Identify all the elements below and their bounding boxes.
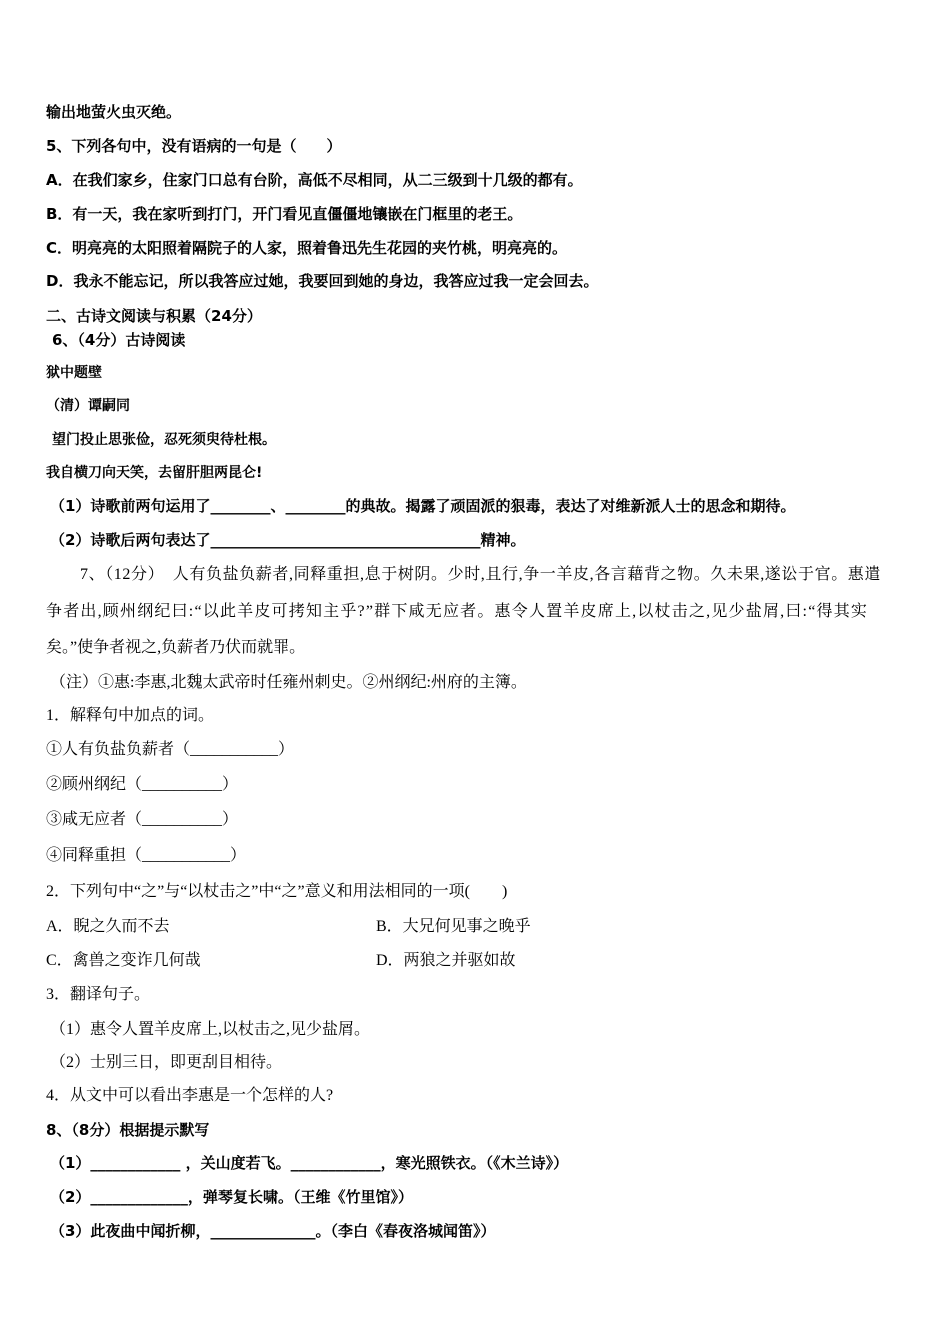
passage-line: 矣。”使争者视之,负薪者乃伏而就罪。: [46, 639, 306, 656]
option-a: A．在我们家乡，住家门口总有台阶，高低不尽相同，从二三级到十几级的都有。: [46, 171, 583, 189]
option-c: C．明亮亮的太阳照着隔院子的人家，照着鲁迅先生花园的夹竹桃，明亮亮的。: [46, 239, 568, 257]
blank-item: ④同释重担（___________）: [46, 847, 247, 864]
question-7-1: 1．解释句中加点的词。: [46, 707, 215, 724]
poem-line: 望门投止思张俭，忍死须臾待杜根。: [52, 432, 276, 448]
poem-line: 我自横刀向天笑，去留肝胆两昆仑!: [46, 465, 263, 481]
dictation-item: （3）此夜曲中闻折柳，______________。（李白《春夜洛城闻笛》）: [50, 1222, 496, 1240]
poem-author: （清）谭嗣同: [46, 398, 130, 414]
blank-item: ①人有负盐负薪者（___________）: [46, 741, 295, 758]
choice-d: D．两狼之并驱如故: [376, 952, 516, 969]
question-7-4: 4．从文中可以看出李惠是一个怎样的人?: [46, 1087, 334, 1104]
translate-item: （2）士别三日，即更刮目相待。: [50, 1054, 283, 1071]
passage-line: 7、（12分） 人有负盐负薪者,同释重担,息于树阴。少时,且行,争一羊皮,各言藉背之物。久未果,遂讼于官。惠遣: [80, 566, 882, 583]
question-8: 8、（8分）根据提示默写: [46, 1121, 210, 1139]
option-d: D．我永不能忘记，所以我答应过她，我要回到她的身边，我答应过我一定会回去。: [46, 272, 599, 290]
text-line: 输出地萤火虫灭绝。: [46, 103, 182, 121]
blank-item: ③咸无应者（__________）: [46, 811, 239, 828]
passage-note: （注）①惠:李惠,北魏太武帝时任雍州刺史。②州纲纪:州府的主簿。: [50, 674, 527, 691]
dictation-item: （1）____________ ，关山度若飞。____________，寒光照铁衣。（《木兰诗》）: [50, 1154, 569, 1172]
blank-item: ②顾州纲纪（__________）: [46, 776, 239, 793]
question-7-2: 2．下列句中“之”与“以杖击之”中“之”意义和用法相同的一项( ): [46, 883, 508, 900]
section-heading: 二、古诗文阅读与积累（24分）: [46, 307, 262, 325]
question-6: 6、（4分）古诗阅读: [52, 331, 186, 349]
question-6-1: （1）诗歌前两句运用了________、________的典故。揭露了顽固派的狠毒，表达了对维新派人士的思念和期待。: [50, 497, 796, 515]
choice-b: B．大兄何见事之晚乎: [376, 918, 531, 935]
translate-item: （1）惠令人置羊皮席上,以杖击之,见少盐屑。: [50, 1021, 371, 1038]
choice-a: A．睨之久而不去: [46, 918, 170, 935]
choice-c: C．禽兽之变诈几何哉: [46, 952, 201, 969]
question-7-3: 3．翻译句子。: [46, 986, 151, 1003]
dictation-item: （2）_____________，弹琴复长啸。（王维《竹里馆》）: [50, 1188, 413, 1206]
question-5: 5、下列各句中，没有语病的一句是（ ）: [46, 137, 342, 155]
question-6-2: （2）诗歌后两句表达了____________________________________精神。: [50, 531, 526, 549]
poem-title: 狱中题壁: [46, 365, 102, 381]
option-b: B．有一天，我在家听到打门，开门看见直僵僵地镶嵌在门框里的老王。: [46, 205, 523, 223]
passage-line: 争者出,顾州纲纪曰:“以此羊皮可拷知主乎?”群下咸无应者。惠令人置羊皮席上,以杖击之,见少盐屑,曰:“得其实: [46, 603, 869, 620]
